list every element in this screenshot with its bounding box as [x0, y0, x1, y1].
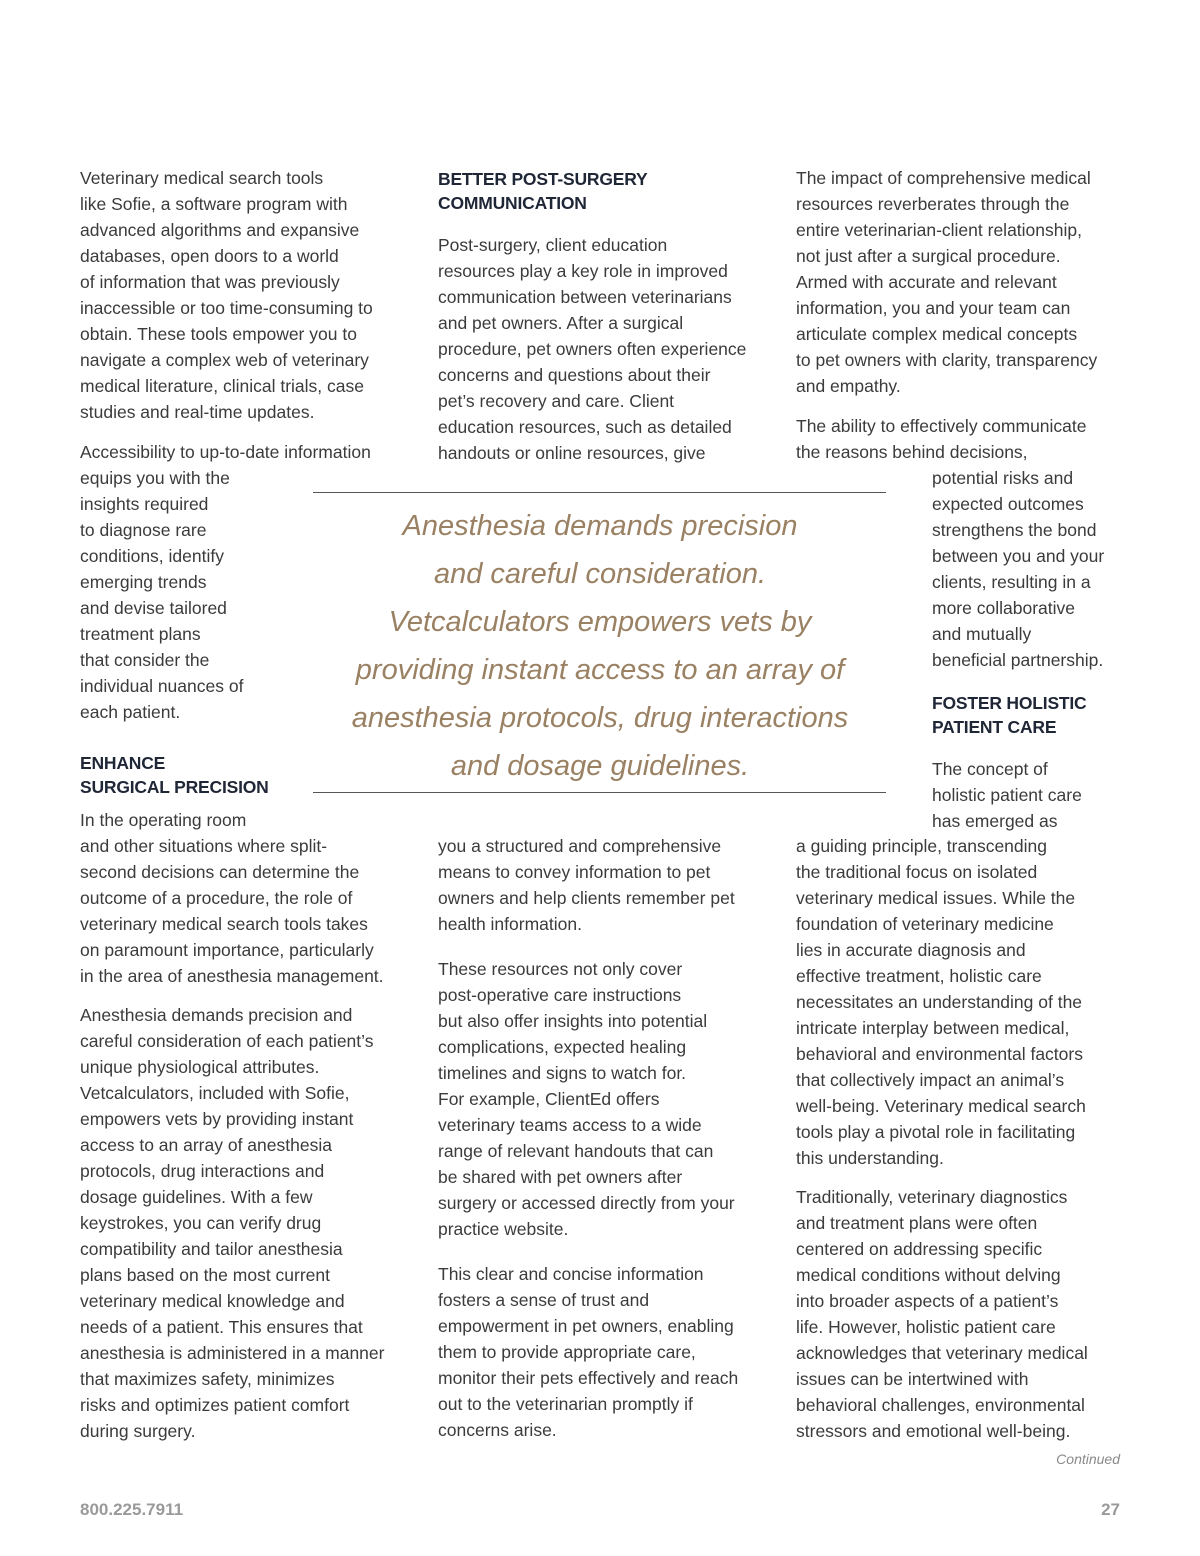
- body-line: issues can be intertwined with: [796, 1369, 1029, 1389]
- body-line: monitor their pets effectively and reach: [438, 1368, 739, 1388]
- body-line: and pet owners. After a surgical: [438, 313, 684, 333]
- body-line: to pet owners with clarity, transparency: [796, 350, 1098, 370]
- body-line: each patient.: [80, 702, 181, 722]
- body-line: entire veterinarian-client relationship,: [796, 220, 1082, 240]
- body-line: empowerment in pet owners, enabling: [438, 1316, 734, 1336]
- body-line: strengthens the bond: [932, 520, 1097, 540]
- body-line: like Sofie, a software program with: [80, 194, 348, 214]
- body-line: range of relevant handouts that can: [438, 1141, 714, 1161]
- body-line: intricate interplay between medical,: [796, 1018, 1070, 1038]
- body-line: advanced algorithms and expansive: [80, 220, 360, 240]
- body-line: concerns arise.: [438, 1420, 557, 1440]
- body-line: owners and help clients remember pet: [438, 888, 735, 908]
- body-line: procedure, pet owners often experience: [438, 339, 747, 359]
- body-line: resources play a key role in improved: [438, 261, 728, 281]
- body-line: communication between veterinarians: [438, 287, 732, 307]
- body-line: stressors and emotional well-being.: [796, 1421, 1071, 1441]
- page-number: 27: [1101, 1500, 1120, 1519]
- body-line: but also offer insights into potential: [438, 1011, 708, 1031]
- body-line: that maximizes safety, minimizes: [80, 1369, 335, 1389]
- body-line: potential risks and: [932, 468, 1074, 488]
- body-line: beneficial partnership.: [932, 650, 1104, 670]
- body-line: behavioral and environmental factors: [796, 1044, 1083, 1064]
- body-line: expected outcomes: [932, 494, 1084, 514]
- body-line: you a structured and comprehensive: [438, 836, 722, 856]
- body-line: life. However, holistic patient care: [796, 1317, 1056, 1337]
- body-line: behavioral challenges, environmental: [796, 1395, 1085, 1415]
- body-line: in the area of anesthesia management.: [80, 966, 384, 986]
- body-line: outcome of a procedure, the role of: [80, 888, 353, 908]
- body-line: medical literature, clinical trials, case: [80, 376, 364, 396]
- body-line: complications, expected healing: [438, 1037, 687, 1057]
- body-line: unique physiological attributes.: [80, 1057, 320, 1077]
- body-line: post-operative care instructions: [438, 985, 682, 1005]
- pull-quote-line: Vetcalculators empowers vets by: [388, 606, 812, 638]
- pull-quote-line: and dosage guidelines.: [450, 750, 750, 782]
- body-line: emerging trends: [80, 572, 207, 592]
- body-line: dosage guidelines. With a few: [80, 1187, 313, 1207]
- body-line: compatibility and tailor anesthesia: [80, 1239, 343, 1259]
- body-line: this understanding.: [796, 1148, 944, 1168]
- body-line: information, you and your team can: [796, 298, 1071, 318]
- body-line: keystrokes, you can verify drug: [80, 1213, 322, 1233]
- body-line: These resources not only cover: [438, 959, 683, 979]
- body-line: foundation of veterinary medicine: [796, 914, 1054, 934]
- body-line: concerns and questions about their: [438, 365, 711, 385]
- body-line: well-being. Veterinary medical search: [796, 1096, 1086, 1116]
- body-line: on paramount importance, particularly: [80, 940, 374, 960]
- body-line: Veterinary medical search tools: [80, 168, 324, 188]
- body-line: obtain. These tools empower you to: [80, 324, 357, 344]
- body-line: acknowledges that veterinary medical: [796, 1343, 1088, 1363]
- body-line: of information that was previously: [80, 272, 340, 292]
- body-line: Post-surgery, client education: [438, 235, 668, 255]
- section-heading: SURGICAL PRECISION: [80, 777, 269, 797]
- body-line: the reasons behind decisions,: [796, 442, 1028, 462]
- body-line: and empathy.: [796, 376, 901, 396]
- body-line: protocols, drug interactions and: [80, 1161, 325, 1181]
- body-line: tools play a pivotal role in facilitating: [796, 1122, 1076, 1142]
- body-line: and other situations where split-: [80, 836, 328, 856]
- body-line: anesthesia is administered in a manner: [80, 1343, 385, 1363]
- body-line: inaccessible or too time-consuming to: [80, 298, 373, 318]
- body-line: practice website.: [438, 1219, 569, 1239]
- body-line: The impact of comprehensive medical: [796, 168, 1091, 188]
- body-line: holistic patient care: [932, 785, 1082, 805]
- body-line: more collaborative: [932, 598, 1075, 618]
- pull-quote-line: Anesthesia demands precision: [402, 510, 798, 542]
- pull-quote-bottom-rule: [313, 792, 886, 793]
- section-heading: ENHANCE: [80, 753, 166, 773]
- body-line: during surgery.: [80, 1421, 196, 1441]
- body-line: needs of a patient. This ensures that: [80, 1317, 363, 1337]
- body-line: a guiding principle, transcending: [796, 836, 1047, 856]
- body-line: veterinary teams access to a wide: [438, 1115, 702, 1135]
- body-line: This clear and concise information: [438, 1264, 704, 1284]
- body-line: into broader aspects of a patient’s: [796, 1291, 1059, 1311]
- body-line: treatment plans: [80, 624, 201, 644]
- body-line: access to an array of anesthesia: [80, 1135, 332, 1155]
- body-line: In the operating room: [80, 810, 247, 830]
- body-line: second decisions can determine the: [80, 862, 360, 882]
- body-line: navigate a complex web of veterinary: [80, 350, 369, 370]
- body-line: be shared with pet owners after: [438, 1167, 683, 1187]
- body-line: between you and your: [932, 546, 1105, 566]
- body-line: them to provide appropriate care,: [438, 1342, 696, 1362]
- body-line: education resources, such as detailed: [438, 417, 732, 437]
- body-line: necessitates an understanding of the: [796, 992, 1083, 1012]
- body-line: Accessibility to up-to-date information: [80, 442, 371, 462]
- body-line: careful consideration of each patient’s: [80, 1031, 374, 1051]
- body-line: The concept of: [932, 759, 1048, 779]
- body-line: that consider the: [80, 650, 210, 670]
- body-line: Vetcalculators, included with Sofie,: [80, 1083, 350, 1103]
- body-line: veterinary medical issues. While the: [796, 888, 1076, 908]
- body-line: empowers vets by providing instant: [80, 1109, 354, 1129]
- body-line: Armed with accurate and relevant: [796, 272, 1057, 292]
- body-line: For example, ClientEd offers: [438, 1089, 660, 1109]
- body-line: timelines and signs to watch for.: [438, 1063, 687, 1083]
- pull-quote-line: anesthesia protocols, drug interactions: [351, 702, 849, 734]
- pull-quote-top-rule: [313, 492, 886, 493]
- body-line: individual nuances of: [80, 676, 244, 696]
- continued-label: Continued: [1056, 1451, 1120, 1467]
- body-line: out to the veterinarian promptly if: [438, 1394, 693, 1414]
- body-line: health information.: [438, 914, 582, 934]
- body-line: effective treatment, holistic care: [796, 966, 1042, 986]
- section-heading: BETTER POST-SURGERY: [438, 169, 648, 189]
- section-heading: FOSTER HOLISTIC: [932, 693, 1087, 713]
- body-line: fosters a sense of trust and: [438, 1290, 650, 1310]
- body-line: studies and real-time updates.: [80, 402, 315, 422]
- body-line: Anesthesia demands precision and: [80, 1005, 353, 1025]
- body-line: centered on addressing specific: [796, 1239, 1043, 1259]
- body-line: equips you with the: [80, 468, 230, 488]
- body-line: clients, resulting in a: [932, 572, 1091, 592]
- body-line: that collectively impact an animal’s: [796, 1070, 1065, 1090]
- body-line: surgery or accessed directly from your: [438, 1193, 735, 1213]
- pull-quote-line: providing instant access to an array of: [355, 654, 845, 686]
- body-line: plans based on the most current: [80, 1265, 331, 1285]
- body-line: Traditionally, veterinary diagnostics: [796, 1187, 1068, 1207]
- body-line: means to convey information to pet: [438, 862, 711, 882]
- footer-phone-number: 800.225.7911: [80, 1500, 184, 1519]
- body-line: pet’s recovery and care. Client: [438, 391, 675, 411]
- body-line: has emerged as: [932, 811, 1058, 831]
- body-line: to diagnose rare: [80, 520, 207, 540]
- body-line: and treatment plans were often: [796, 1213, 1038, 1233]
- body-line: articulate complex medical concepts: [796, 324, 1078, 344]
- body-line: handouts or online resources, give: [438, 443, 706, 463]
- body-line: veterinary medical knowledge and: [80, 1291, 345, 1311]
- body-line: insights required: [80, 494, 209, 514]
- body-line: medical conditions without delving: [796, 1265, 1061, 1285]
- body-line: risks and optimizes patient comfort: [80, 1395, 350, 1415]
- body-line: and devise tailored: [80, 598, 227, 618]
- section-heading: COMMUNICATION: [438, 193, 587, 213]
- body-line: resources reverberates through the: [796, 194, 1070, 214]
- body-line: and mutually: [932, 624, 1032, 644]
- body-line: veterinary medical search tools takes: [80, 914, 368, 934]
- body-line: databases, open doors to a world: [80, 246, 339, 266]
- body-line: the traditional focus on isolated: [796, 862, 1038, 882]
- body-line: not just after a surgical procedure.: [796, 246, 1061, 266]
- pull-quote-line: and careful consideration.: [433, 558, 767, 590]
- body-line: conditions, identify: [80, 546, 224, 566]
- body-line: The ability to effectively communicate: [796, 416, 1087, 436]
- section-heading: PATIENT CARE: [932, 717, 1057, 737]
- body-line: lies in accurate diagnosis and: [796, 940, 1026, 960]
